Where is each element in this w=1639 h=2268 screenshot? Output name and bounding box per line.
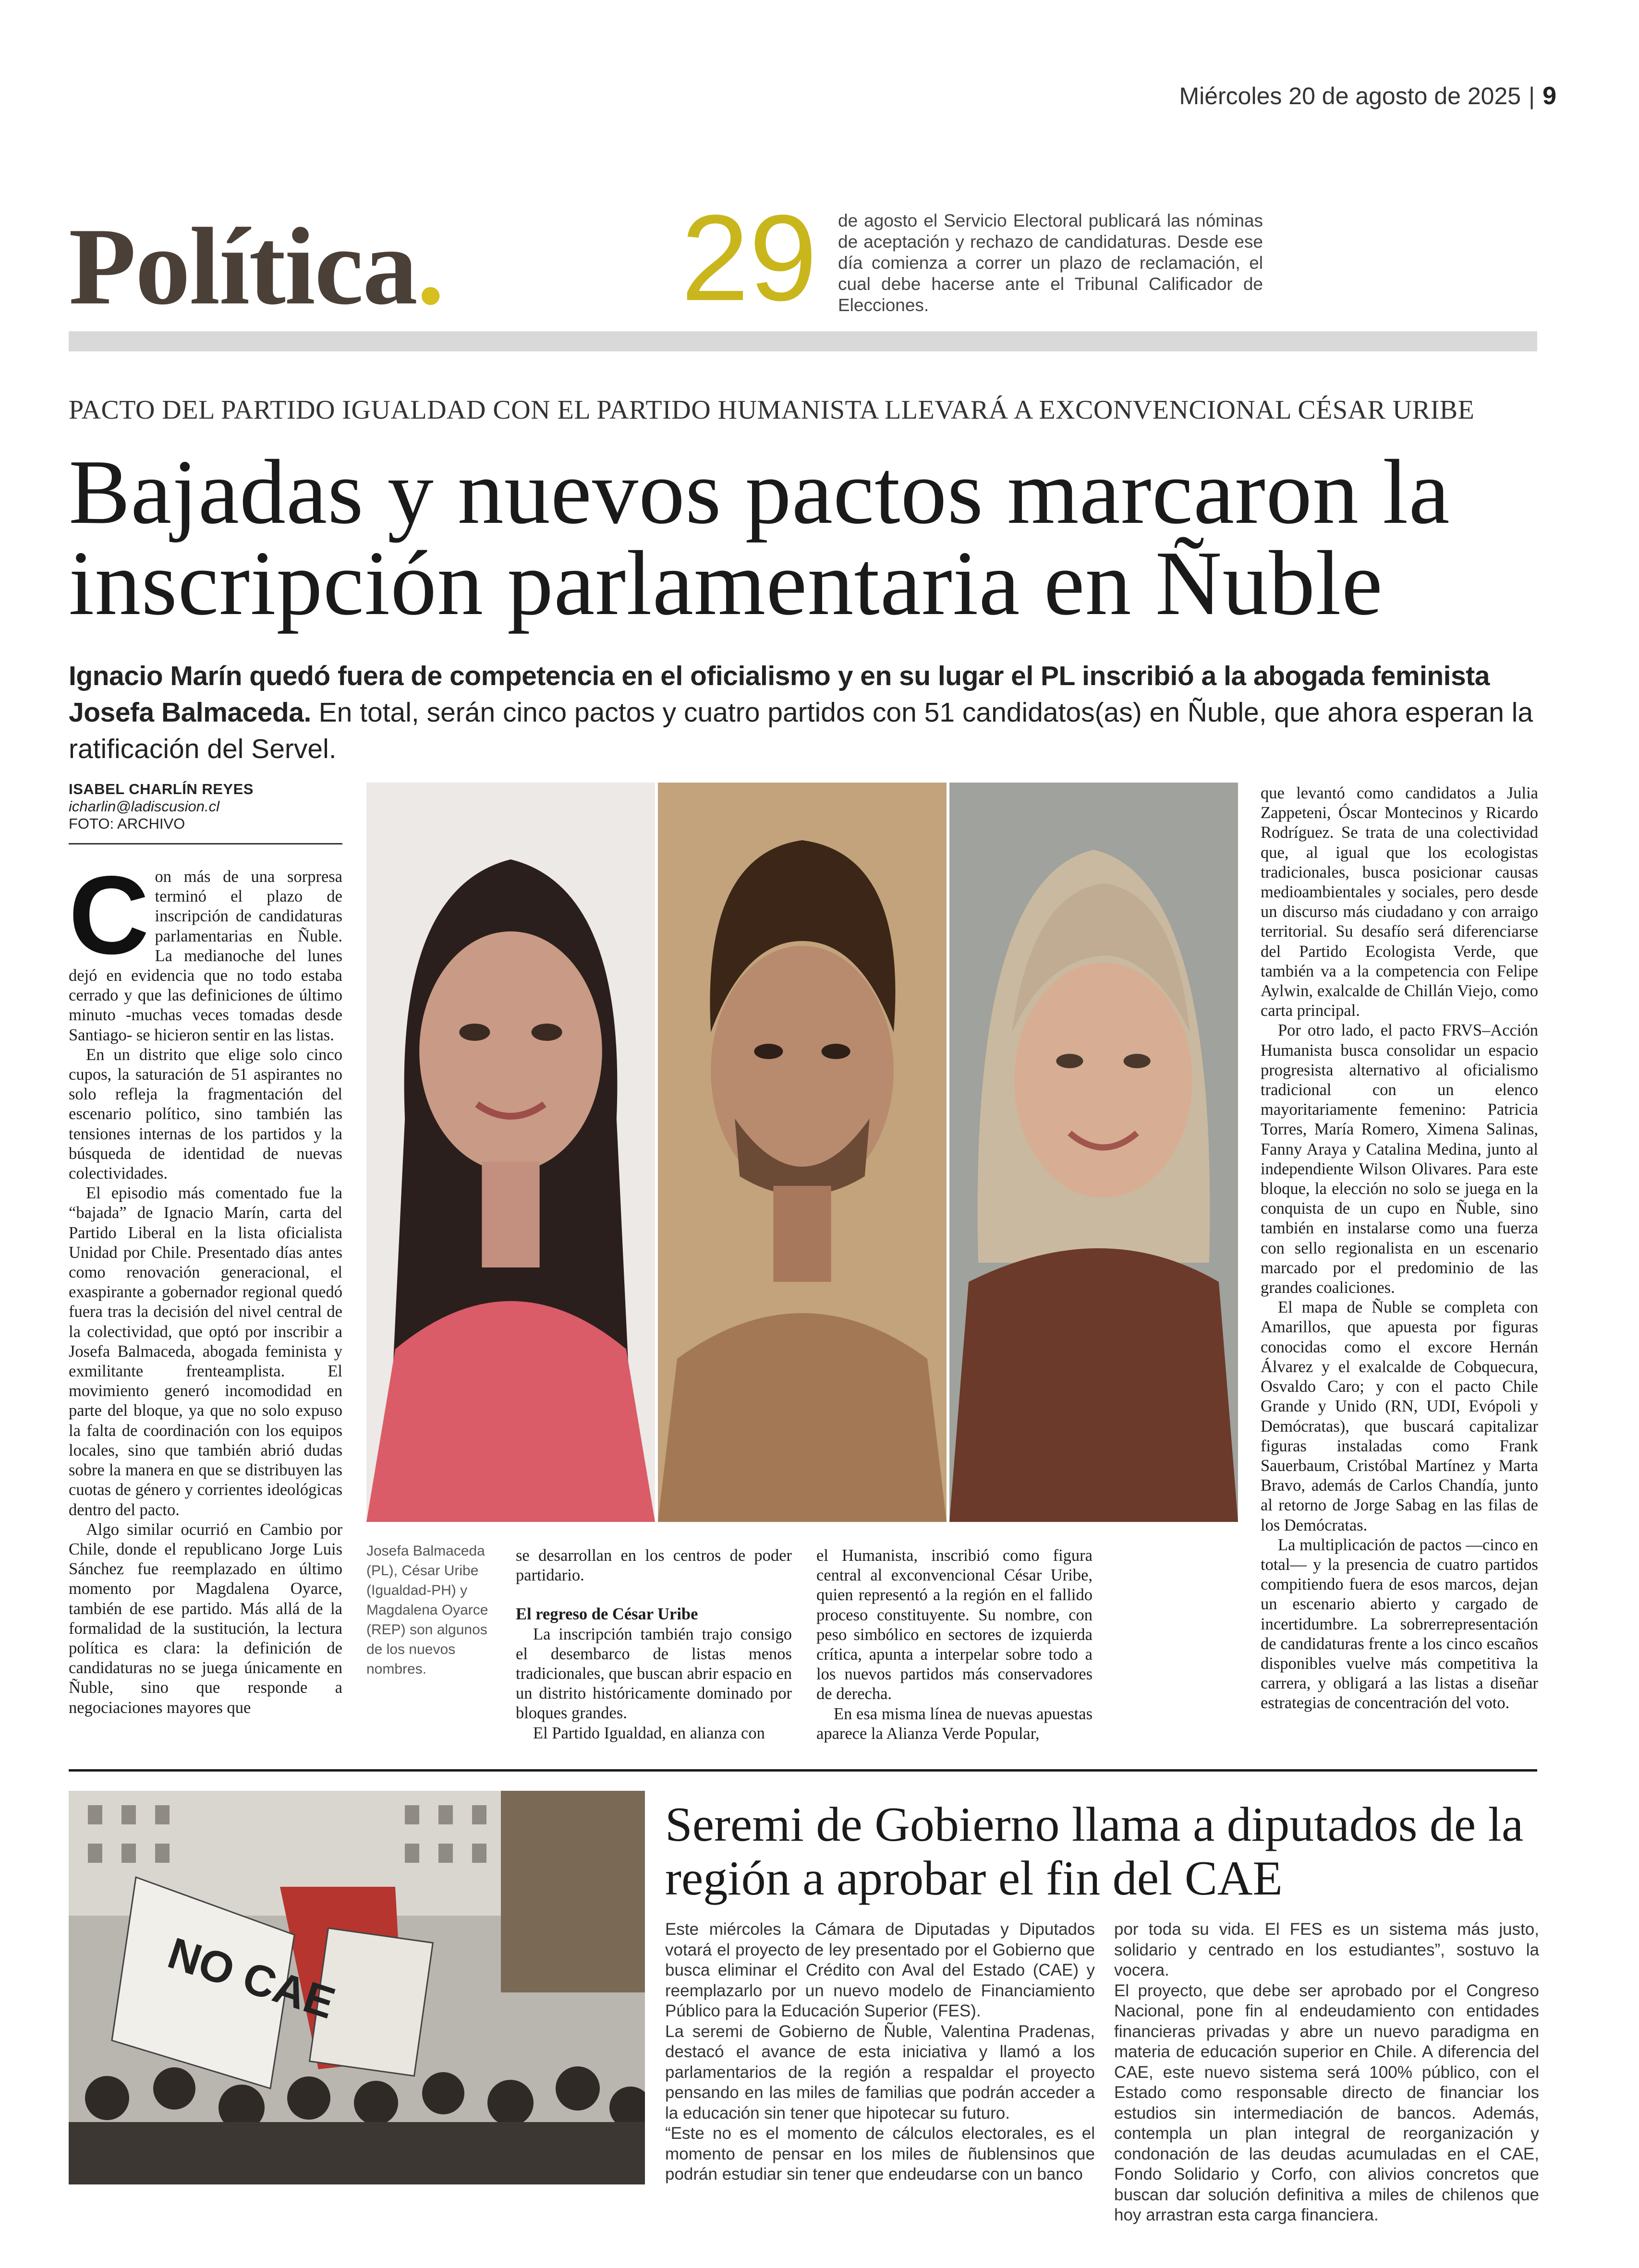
second-story-column-2 <box>1114 1919 1539 2226</box>
date-separator: | <box>1529 83 1535 109</box>
story-deck <box>69 658 1567 767</box>
story-headline: Bajadas y nuevos pactos marcaron la inscripción parlamentaria en Ñuble <box>69 441 1450 634</box>
second-story-headline: Seremi de Gobierno llama a diputados de la región a aprobar el fin del CAE <box>665 1798 1524 1906</box>
page-number: 9 <box>1542 82 1556 110</box>
story-deck-bold: Ignacio Marín quedó fuera de competencia en el oficialismo y en su lugar el PL inscribió a la abogada feminista Josefa Balmaceda. <box>69 661 1490 728</box>
photo-caption: Josefa Balmaceda (PL), César Uribe (Igualdad-PH) y Magdalena Oyarce (REP) son algunos de los nuevos nombres. <box>366 1543 488 1677</box>
paragraph: La seremi de Gobierno de Ñuble, Valentina Pradenas, destacó el avance de esta iniciativa y llamó a los parlamentarios de la región a respaldar el proyecto pensando en las miles de familias que podrán acceder a la educación sin tener que hipotecar su futuro. <box>665 2022 1095 2123</box>
candidates-photo <box>366 783 1238 1522</box>
story-column-1 <box>69 853 342 1718</box>
paragraph: El Partido Igualdad, en alianza con <box>533 1724 765 1742</box>
section-dot: . <box>416 205 444 327</box>
paragraph: Por otro lado, el pacto FRVS–Acción Humanista busca consolidar un espacio progresista alternativo al oficialismo tradicional con un elenco mayoritariamente femenino: Patricia Torres, María Romero, Ximena Salinas, Fanny Araya y Catalina Medina, junto al independiente Wilson Olivares. Para este bloque, la elección no solo se juega en la conquista de un cupo en Ñuble, sino también en instalarse como una fuerza con sello regionalista en un escenario marcado por el predominio de las grandes coaliciones. <box>1261 1021 1538 1297</box>
section-divider-bar <box>69 331 1537 351</box>
paragraph: El mapa de Ñuble se completa con Amarillos, que apuesta por figuras conocidas como el excore Hernán Álvarez y el exalcalde de Cobquecura, Osvaldo Caro; y con el pacto Chile Grande y Unido (RN, UDI, Evópoli y Demócratas), que buscará capitalizar figuras instaladas como Frank Sauerbaum, Cristóbal Martínez y Marta Bravo, además de Carlos Chandía, junto al retorno de Jorge Sabag en las filas de los Demócratas. <box>1261 1298 1538 1534</box>
banner-text: NO CAE <box>162 1928 341 2028</box>
paragraph: En esa misma línea de nuevas apuestas aparece la Alianza Verde Popular, <box>816 1704 1093 1743</box>
paragraph: Algo similar ocurrió en Cambio por Chile, donde el republicano Jorge Luis Sánchez fue reemplazado en último momento por Magdalena Oyarce, también de ese partido. Más allá de la formalidad de la sustitución, la lectura política es clara: la definición de candidaturas no se juega únicamente en Ñuble, sino que responde a negociaciones mayores que <box>69 1520 342 1717</box>
highlight-number-note: de agosto el Servicio Electoral publicará las nóminas de aceptación y rechazo de candidaturas. Desde ese día comienza a correr un plazo de reclamación, el cual debe hacerse ante el Tribunal Calificador de Elecciones. <box>838 211 1263 315</box>
story-separator-rule <box>69 1769 1537 1772</box>
byline-email: icharlin@ladiscusion.cl <box>69 798 220 815</box>
section-name: Política <box>69 205 417 327</box>
highlight-number: 29 <box>681 190 817 326</box>
story-column-4 <box>816 1546 1093 1744</box>
story-column-3 <box>516 1546 792 1743</box>
byline-photo-credit: FOTO: ARCHIVO <box>69 815 185 832</box>
drop-cap: C <box>69 853 149 977</box>
paragraph: el Humanista, inscribió como figura central al exconvencional César Uribe, quien representó a la región en el fallido proceso constituyente. Su nombre, con peso simbólico en sectores de izquierda crítica, apunta a interpelar sobre todo a los nuevos partidos más conservadores de derecha. <box>816 1546 1093 1703</box>
byline <box>69 781 342 832</box>
story-deck-regular: En total, serán cinco pactos y cuatro partidos con 51 candidatos(as) en Ñuble, que ahora esperan la ratificación del Servel. <box>69 697 1533 764</box>
paragraph: por toda su vida. El FES es un sistema más justo, solidario y centrado en los estudiantes”, sostuvo la vocera. <box>1114 1920 1539 1979</box>
story-column-5 <box>1261 784 1538 1713</box>
section-title <box>69 205 444 327</box>
paragraph: El episodio más comentado fue la “bajada” de Ignacio Marín, carta del Partido Liberal en la lista oficialista Unidad por Chile. Presentado días antes como renovación generacional, el exaspirante a gobernador regional quedó fuera tras la decisión del nivel central de la colectividad, que optó por inscribir a Josefa Balmaceda, abogada feminista y exmilitante frenteamplista. El movimiento generó incomodidad en parte del bloque, ya que no solo expuso la falta de coordinación con los equipos locales, sino que también abrió dudas sobre la manera en que se distribuyen las cuotas de género y corrientes ideológicas dentro del pacto. <box>69 1184 342 1519</box>
story-kicker: PACTO DEL PARTIDO IGUALDAD CON EL PARTIDO HUMANISTA LLEVARÁ A EXCONVENCIONAL CÉSAR URIBE <box>69 395 1475 425</box>
paragraph: on más de una sorpresa terminó el plazo de inscripción de candidaturas parlamentarias en Ñuble. La medianoche del lunes dejó en evidencia que no todo estaba cerrado y que las definiciones de último minuto -muchas veces tomadas desde Santiago- se hicieron sentir en las listas. <box>69 868 342 1044</box>
paragraph: que levantó como candidatos a Julia Zappeteni, Óscar Montecinos y Ricardo Rodríguez. Se trata de una colectividad que, al igual que los ecologistas tradicionales, busca posicionar causas medioambientales y sociales, pero desde un discurso más ciudadano y con arraigo territorial. Su desafío será diferenciarse del Partido Ecologista Verde, que también va a la competencia con Felipe Aylwin, exalcalde de Chillán Viejo, como carta principal. <box>1261 784 1538 1020</box>
issue-date: Miércoles 20 de agosto de 2025 <box>1179 83 1521 109</box>
portrait-magdalena-oyarce <box>949 783 1238 1522</box>
issue-date-line <box>1179 82 1556 110</box>
story-subhead: El regreso de César Uribe <box>516 1605 698 1624</box>
paragraph: Este miércoles la Cámara de Diputadas y Diputados votará el proyecto de ley presentado por el Gobierno que busca eliminar el Crédito con Aval del Estado (CAE) y reemplazarlo por un nuevo modelo de Financiamiento Público para la Educación Superior (FES). <box>665 1920 1095 2020</box>
portrait-josefa-balmaceda <box>366 783 655 1522</box>
byline-author: ISABEL CHARLÍN REYES <box>69 781 254 797</box>
paragraph: La inscripción también trajo consigo el desembarco de listas menos tradicionales, que buscan abrir espacio en un distrito históricamente dominado por bloques grandes. <box>516 1625 792 1723</box>
portrait-cesar-uribe <box>658 783 947 1522</box>
paragraph: En un distrito que elige solo cinco cupos, la saturación de 51 aspirantes no solo refleja la fragmentación del escenario político, sino también las tensiones internas de los partidos y la búsqueda de identidad de nuevas colectividades. <box>69 1045 342 1183</box>
second-story-column-1 <box>665 1919 1095 2185</box>
protest-photo <box>69 1791 645 2184</box>
paragraph: El proyecto, que debe ser aprobado por el Congreso Nacional, pone fin al endeudamiento con entidades financieras privadas y abre un nuevo paradigma en materia de educación superior en Chile. A diferencia del CAE, este nuevo sistema será 100% público, con el Estado como responsable directo de financiar los estudios sin intermediación de bancos. Además, contempla un plan integral de reorganización y condonación de las deudas acumuladas en el CAE, Fondo Solidario y Corfo, con alivios concretos que buscan dar solución definitiva a miles de chilenos que hoy arrastran esta carga financiera. <box>1114 1981 1539 2224</box>
paragraph: La multiplicación de pactos —cinco en total— y la presencia de cuatro partidos compitiendo fuera de esos marcos, dejan un escenario abierto y cargado de incertidumbre. La sobrerrepresentación de candidaturas frente a los cinco escaños disponibles vuelve más competitiva la carrera, y obligará a las listas a diseñar estrategias de concentración del voto. <box>1261 1535 1538 1713</box>
byline-rule <box>69 843 342 844</box>
paragraph: se desarrollan en los centros de poder partidario. <box>516 1546 792 1585</box>
paragraph: “Este no es el momento de cálculos electorales, es el momento de pensar en los miles de ñublensinos que podrán estudiar sin tener que endeudarse con un banco <box>665 2124 1095 2184</box>
